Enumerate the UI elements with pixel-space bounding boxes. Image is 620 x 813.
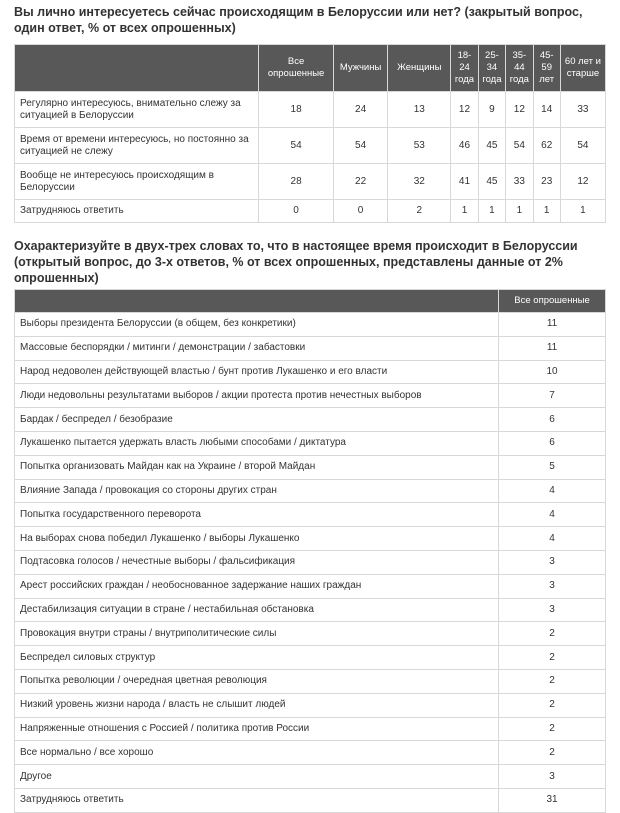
cell-value: 45	[478, 164, 505, 200]
table-row	[15, 164, 606, 200]
cell-value: 12	[506, 92, 533, 128]
row-label: Затрудняюсь ответить	[15, 200, 259, 223]
table-row	[15, 574, 606, 598]
cell-value: 2	[499, 741, 606, 765]
characterization-table	[14, 289, 606, 813]
table-row	[15, 455, 606, 479]
cell-value: 1	[451, 200, 478, 223]
cell-value: 1	[560, 200, 605, 223]
col-header: 25-34 года	[478, 45, 505, 92]
cell-value: 45	[478, 128, 505, 164]
table-row	[15, 527, 606, 551]
cell-value: 2	[499, 693, 606, 717]
question-2-title: Охарактеризуйте в двух-трех словах то, что в настоящее время происходит в Белоруссии (открытый вопрос, до 3-х ответов, % от всех опрошенных, представлены данные от 2% опрошенных)	[14, 239, 578, 285]
row-label: На выборах снова победил Лукашенко / выборы Лукашенко	[15, 527, 499, 551]
cell-value: 6	[499, 431, 606, 455]
table-row	[15, 200, 606, 223]
cell-value: 22	[333, 164, 388, 200]
table-header-row	[15, 290, 606, 313]
cell-value: 54	[560, 128, 605, 164]
cell-value: 33	[506, 164, 533, 200]
col-header: 18-24 года	[451, 45, 478, 92]
table-header-row	[15, 45, 606, 92]
col-header: 60 лет и старше	[560, 45, 605, 92]
header-empty	[15, 290, 499, 313]
cell-value: 7	[499, 384, 606, 408]
row-label: Бардак / беспредел / безобразие	[15, 408, 499, 432]
col-header: Все опрошенные	[259, 45, 333, 92]
table-row	[15, 431, 606, 455]
cell-value: 1	[478, 200, 505, 223]
col-header: Мужчины	[333, 45, 388, 92]
row-label: Беспредел силовых структур	[15, 646, 499, 670]
cell-value: 11	[499, 336, 606, 360]
col-header: 35-44 года	[506, 45, 533, 92]
table-row	[15, 503, 606, 527]
cell-value: 9	[478, 92, 505, 128]
row-label: Вообще не интересуюсь происходящим в Белоруссии	[15, 164, 259, 200]
row-label: Попытка революции / очередная цветная революция	[15, 669, 499, 693]
cell-value: 2	[499, 646, 606, 670]
cell-value: 23	[533, 164, 560, 200]
row-label: Арест российских граждан / необоснованное задержание наших граждан	[15, 574, 499, 598]
header-empty	[15, 45, 259, 92]
table-row	[15, 741, 606, 765]
cell-value: 32	[388, 164, 451, 200]
table-row	[15, 693, 606, 717]
cell-value: 12	[451, 92, 478, 128]
cell-value: 14	[533, 92, 560, 128]
row-label: Напряженные отношения с Россией / политика против России	[15, 717, 499, 741]
cell-value: 2	[388, 200, 451, 223]
table-row	[15, 717, 606, 741]
cell-value: 3	[499, 574, 606, 598]
row-label: Попытка организовать Майдан как на Украине / второй Майдан	[15, 455, 499, 479]
cell-value: 1	[506, 200, 533, 223]
cell-value: 18	[259, 92, 333, 128]
cell-value: 11	[499, 313, 606, 337]
row-label: Лукашенко пытается удержать власть любыми способами / диктатура	[15, 431, 499, 455]
cell-value: 3	[499, 598, 606, 622]
interest-table	[14, 44, 606, 223]
table-row	[15, 384, 606, 408]
col-header: Женщины	[388, 45, 451, 92]
table-row	[15, 313, 606, 337]
cell-value: 62	[533, 128, 560, 164]
cell-value: 3	[499, 765, 606, 789]
row-label: Массовые беспорядки / митинги / демонстрации / забастовки	[15, 336, 499, 360]
row-label: Дестабилизация ситуации в стране / нестабильная обстановка	[15, 598, 499, 622]
table-row	[15, 669, 606, 693]
cell-value: 53	[388, 128, 451, 164]
col-header: Все опрошенные	[499, 290, 606, 313]
table-row	[15, 360, 606, 384]
cell-value: 46	[451, 128, 478, 164]
cell-value: 41	[451, 164, 478, 200]
row-label: Затрудняюсь ответить	[15, 788, 499, 812]
cell-value: 33	[560, 92, 605, 128]
cell-value: 4	[499, 479, 606, 503]
table-row	[15, 765, 606, 789]
cell-value: 6	[499, 408, 606, 432]
table-row	[15, 336, 606, 360]
table-row	[15, 550, 606, 574]
cell-value: 54	[259, 128, 333, 164]
table-row	[15, 622, 606, 646]
row-label: Провокация внутри страны / внутриполитические силы	[15, 622, 499, 646]
cell-value: 3	[499, 550, 606, 574]
cell-value: 0	[333, 200, 388, 223]
row-label: Попытка государственного переворота	[15, 503, 499, 527]
row-label: Регулярно интересуюсь, внимательно слежу за ситуацией в Белоруссии	[15, 92, 259, 128]
cell-value: 1	[533, 200, 560, 223]
row-label: Народ недоволен действующей властью / бунт против Лукашенко и его власти	[15, 360, 499, 384]
cell-value: 54	[333, 128, 388, 164]
row-label: Все нормально / все хорошо	[15, 741, 499, 765]
row-label: Выборы президента Белоруссии (в общем, без конкретики)	[15, 313, 499, 337]
cell-value: 4	[499, 503, 606, 527]
table-row	[15, 646, 606, 670]
row-label: Люди недовольны результатами выборов / акции протеста против нечестных выборов	[15, 384, 499, 408]
row-label: Другое	[15, 765, 499, 789]
cell-value: 5	[499, 455, 606, 479]
cell-value: 24	[333, 92, 388, 128]
row-label: Влияние Запада / провокация со стороны других стран	[15, 479, 499, 503]
cell-value: 28	[259, 164, 333, 200]
cell-value: 54	[506, 128, 533, 164]
cell-value: 2	[499, 717, 606, 741]
table-row	[15, 598, 606, 622]
table-row	[15, 479, 606, 503]
row-label: Подтасовка голосов / нечестные выборы / фальсификация	[15, 550, 499, 574]
cell-value: 2	[499, 622, 606, 646]
cell-value: 12	[560, 164, 605, 200]
table-row	[15, 408, 606, 432]
table-row	[15, 788, 606, 812]
cell-value: 31	[499, 788, 606, 812]
cell-value: 2	[499, 669, 606, 693]
cell-value: 13	[388, 92, 451, 128]
table-row	[15, 128, 606, 164]
cell-value: 4	[499, 527, 606, 551]
row-label: Низкий уровень жизни народа / власть не слышит людей	[15, 693, 499, 717]
row-label: Время от времени интересуюсь, но постоянно за ситуацией не слежу	[15, 128, 259, 164]
table-row	[15, 92, 606, 128]
question-1-title: Вы лично интересуетесь сейчас происходящим в Белоруссии или нет? (закрытый вопрос, один ответ, % от всех опрошенных)	[14, 5, 583, 35]
cell-value: 0	[259, 200, 333, 223]
cell-value: 10	[499, 360, 606, 384]
col-header: 45-59 лет	[533, 45, 560, 92]
